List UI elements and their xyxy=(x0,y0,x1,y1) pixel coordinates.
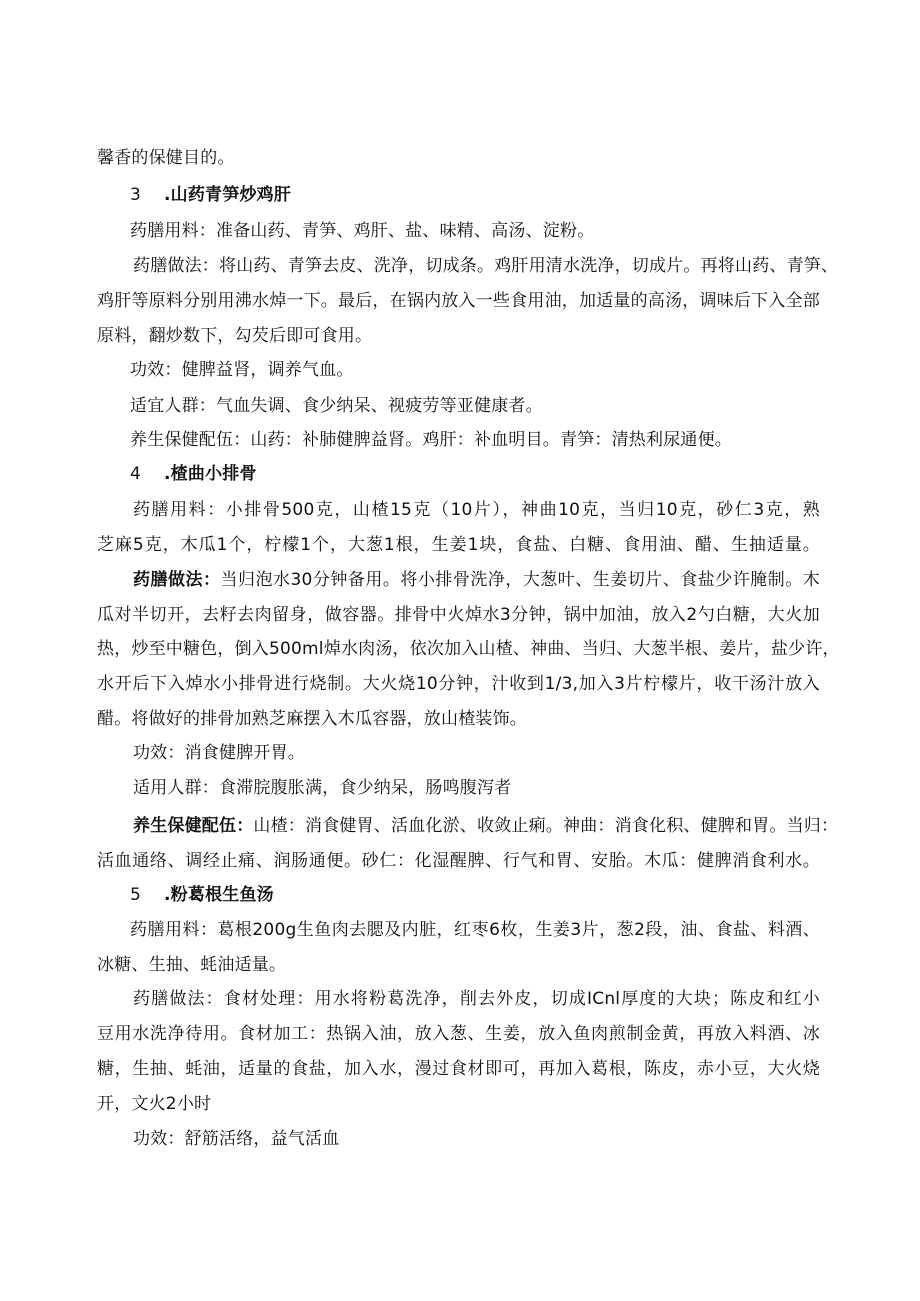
paragraph-line: 芝麻5克，木瓜1个，柠檬1个，大葱1根，生姜1块，食盐、白糖、食用油、醋、生抽适量。 xyxy=(97,535,820,555)
paragraph-line: 瓜对半切开，去籽去肉留身，做容器。排骨中火焯水3分钟，锅中加油，放入2勺白糖，大火加 xyxy=(97,605,820,625)
section-heading-3 xyxy=(130,183,853,207)
paragraph-line: 馨香的保健目的。 xyxy=(97,148,235,168)
text-run: 当归泡水30分钟备用。将小排骨洗净，大葱叶、生姜切片、食盐少许腌制。木 xyxy=(220,570,820,590)
section-title: .山药青笋炒鸡肝 xyxy=(164,185,292,205)
section-number: 5 xyxy=(130,885,142,905)
paragraph-line xyxy=(133,814,839,838)
bold-label: 养生保健配伍： xyxy=(133,816,254,836)
paragraph-line: 水开后下入焯水小排骨进行烧制。大火烧10分钟，汁收到1/3,加入3片柠檬片，收干汤汁放入 xyxy=(97,674,820,694)
paragraph-line: 适用人群：食滞脘腹胀满，食少纳呆，肠鸣腹泻者 xyxy=(133,778,512,798)
paragraph-line: 功效：舒筋活络，益气活血 xyxy=(133,1129,340,1149)
paragraph-line xyxy=(133,568,820,592)
paragraph-line: 药膳用料：准备山药、青笋、鸡肝、盐、味精、高汤、淀粉。 xyxy=(130,221,595,241)
section-number: 3 xyxy=(130,185,142,205)
paragraph-line: 鸡肝等原料分别用沸水焯一下。最后，在锅内放入一些食用油，加适量的高汤，调味后下入全部 xyxy=(97,291,820,311)
paragraph-line: 活血通络、调经止痛、润肠通便。砂仁：化湿醒脾、行气和胃、安胎。木瓜：健脾消食利水。 xyxy=(97,851,820,871)
paragraph-line: 冰糖、生抽、蚝油适量。 xyxy=(97,955,287,975)
paragraph-line: 热，炒至中糖色，倒入500ml焯水肉汤，依次加入山楂、神曲、当归、大葱半根、姜片，盐少许， xyxy=(97,639,840,659)
paragraph-line: 开，文火2小时 xyxy=(97,1094,212,1114)
paragraph-line: 豆用水洗净待用。食材加工：热锅入油，放入葱、生姜，放入鱼肉煎制金黄，再放入料酒、冰 xyxy=(97,1024,820,1044)
paragraph-line: 药膳做法：将山药、青笋去皮、洗净，切成条。鸡肝用清水洗净，切成片。再将山药、青笋、 xyxy=(133,256,839,276)
paragraph-line: 功效：消食健脾开胃。 xyxy=(133,743,305,763)
paragraph-line: 醋。将做好的排骨加熟芝麻摆入木瓜容器，放山楂装饰。 xyxy=(97,709,527,729)
paragraph-line: 糖，生抽、蚝油，适量的食盐，加入水，漫过食材即可，再加入葛根，陈皮，赤小豆，大火烧 xyxy=(97,1059,820,1079)
paragraph-line: 原料，翻炒数下，勾芡后即可食用。 xyxy=(97,326,373,346)
bold-label: 药膳做法： xyxy=(133,570,221,590)
paragraph-line: 药膳用料：小排骨500克，山楂15克（10片），神曲10克，当归10克，砂仁3克，熟 xyxy=(133,500,820,520)
paragraph-line: 药膳做法：食材处理：用水将粉葛洗净，削去外皮，切成ICnl厚度的大块；陈皮和红小 xyxy=(133,989,820,1009)
paragraph-line: 药膳用料：葛根200g生鱼肉去腮及内脏，红枣6枚，生姜3片，葱2段，油、食盐、料酒、 xyxy=(130,920,820,940)
section-heading-5 xyxy=(130,883,853,907)
paragraph-line: 功效：健脾益肾，调养气血。 xyxy=(130,360,354,380)
section-title: .楂曲小排骨 xyxy=(164,464,257,484)
paragraph-line: 养生保健配伍：山药：补肺健脾益肾。鸡肝：补血明目。青笋：清热利尿通便。 xyxy=(130,430,732,450)
text-run: 山楂：消食健胃、活血化淤、收敛止痢。神曲：消食化积、健脾和胃。当归： xyxy=(253,816,839,836)
section-number: 4 xyxy=(130,464,142,484)
paragraph-line: 适宜人群：气血失调、食少纳呆、视疲劳等亚健康者。 xyxy=(130,396,543,416)
section-heading-4 xyxy=(130,462,853,486)
section-title: .粉葛根生鱼汤 xyxy=(164,885,274,905)
